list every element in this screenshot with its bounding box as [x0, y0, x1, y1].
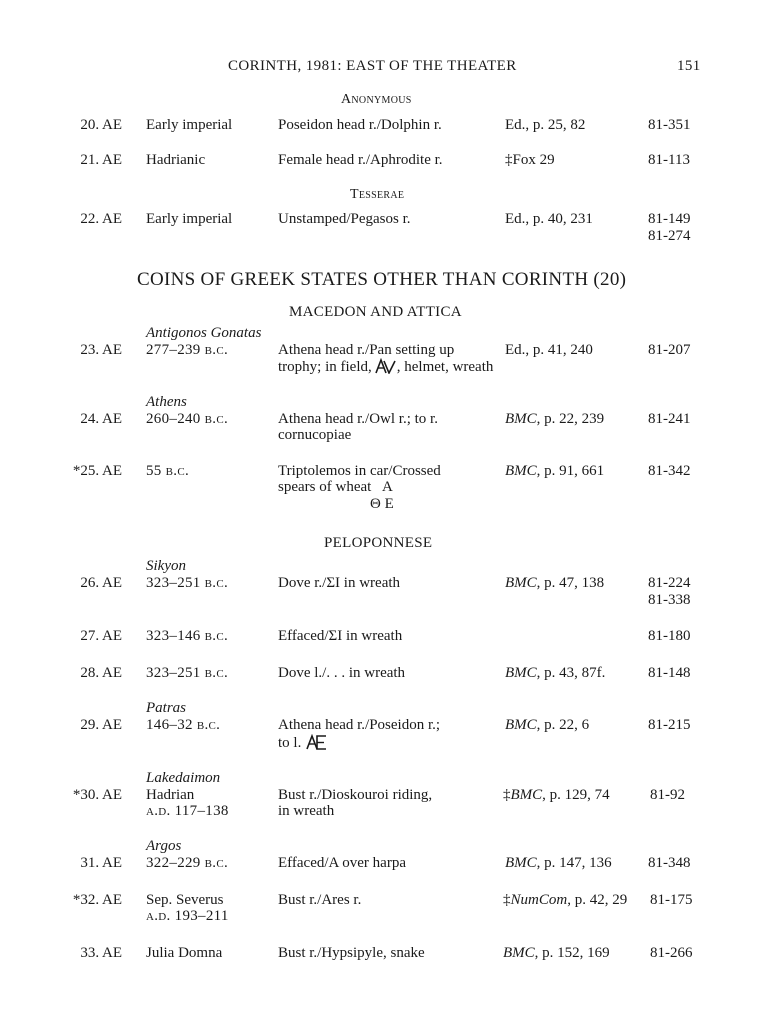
- entry-description: Effaced/ΣI in wreath: [278, 628, 403, 644]
- entry-date: Sep. Severus: [146, 892, 224, 908]
- section-title: COINS OF GREEK STATES OTHER THAN CORINTH (20): [137, 269, 627, 290]
- entry-reference: BMC, p. 147, 136: [505, 855, 612, 871]
- entry-description-line2: in wreath: [278, 803, 335, 819]
- entry-date: Julia Domna: [146, 945, 223, 961]
- entry-number: 23. AE: [80, 342, 122, 358]
- entry-description: Female head r./Aphrodite r.: [278, 152, 443, 168]
- entry-description-line2: cornucopiae: [278, 427, 352, 443]
- macedon-heading: MACEDON AND ATTICA: [289, 304, 462, 320]
- entry-reference: Ed., p. 40, 231: [505, 211, 593, 227]
- entry-reference: BMC, p. 91, 661: [505, 463, 605, 479]
- entry-date: 323–146 b.c.: [146, 628, 229, 644]
- entry-inventory: 81-149: [648, 211, 691, 227]
- entry-inventory: 81-348: [648, 855, 691, 871]
- entry-date: 323–251 b.c.: [146, 665, 229, 681]
- entry-number: 33. AE: [80, 945, 122, 961]
- entry-inventory: 81-342: [648, 463, 691, 479]
- entry-date: Early imperial: [146, 211, 233, 227]
- entry-description-line2: to l.: [278, 734, 328, 751]
- entry-date: 322–229 b.c.: [146, 855, 229, 871]
- entry-reference: BMC, p. 22, 239: [505, 411, 605, 427]
- entry-number: 20. AE: [80, 117, 122, 133]
- entry-number: *25. AE: [72, 463, 122, 479]
- mint-name: Sikyon: [146, 558, 186, 574]
- entry-description-line2: trophy; in field, , helmet, wreath: [278, 359, 494, 375]
- entry-number: 21. AE: [80, 152, 122, 168]
- entry-number: 26. AE: [80, 575, 122, 591]
- entry-number: 28. AE: [80, 665, 122, 681]
- entry-reference: BMC, p. 47, 138: [505, 575, 605, 591]
- mint-name: Patras: [146, 700, 187, 716]
- entry-description: Unstamped/Pegasos r.: [278, 211, 411, 227]
- entry-inventory: 81-266: [650, 945, 693, 961]
- entry-inventory: 81-175: [650, 892, 693, 908]
- entry-number: 29. AE: [80, 717, 122, 733]
- entry-inventory: 81-351: [648, 117, 691, 133]
- running-head: CORINTH, 1981: EAST OF THE THEATER: [228, 58, 517, 74]
- entry-reference: BMC, p. 43, 87f.: [505, 665, 606, 681]
- entry-inventory: 81-215: [648, 717, 691, 733]
- entry-date-line2: a.d. 117–138: [146, 803, 229, 819]
- entry-number: *30. AE: [72, 787, 122, 803]
- entry-description-line2: spears of wheat: [278, 479, 372, 495]
- tesserae-heading: Tesserae: [350, 187, 405, 202]
- entry-date: 323–251 b.c.: [146, 575, 229, 591]
- entry-reference: Ed., p. 25, 82: [505, 117, 586, 133]
- coin-letters-theta-e: Θ E: [370, 496, 394, 512]
- entry-date: 55 b.c.: [146, 463, 190, 479]
- monogram-av-icon: [375, 358, 397, 374]
- entry-date: Hadrianic: [146, 152, 206, 168]
- entry-reference: BMC, p. 152, 169: [503, 945, 610, 961]
- page-number: 151: [677, 58, 701, 74]
- entry-number: 24. AE: [80, 411, 122, 427]
- monogram-ae-icon: [306, 734, 328, 750]
- entry-inventory: 81-241: [648, 411, 691, 427]
- entry-inventory: 81-207: [648, 342, 691, 358]
- entry-description: Triptolemos in car/Crossed: [278, 463, 441, 479]
- entry-description: Athena head r./Pan setting up: [278, 342, 455, 358]
- entry-inventory: 81-274: [648, 228, 691, 244]
- coin-letter-a: A: [382, 479, 393, 495]
- entry-number: 27. AE: [80, 628, 122, 644]
- entry-number: *32. AE: [72, 892, 122, 908]
- entry-inventory: 81-180: [648, 628, 691, 644]
- entry-description: Dove l./. . . in wreath: [278, 665, 406, 681]
- entry-date: 277–239 b.c.: [146, 342, 229, 358]
- entry-description: Bust r./Dioskouroi riding,: [278, 787, 433, 803]
- entry-inventory: 81-92: [650, 787, 685, 803]
- entry-number: 31. AE: [80, 855, 122, 871]
- mint-name: Athens: [146, 394, 187, 410]
- entry-date: 146–32 b.c.: [146, 717, 221, 733]
- entry-inventory: 81-224: [648, 575, 691, 591]
- entry-reference: BMC, p. 22, 6: [505, 717, 590, 733]
- entry-reference: ‡NumCom, p. 42, 29: [503, 892, 628, 908]
- entry-date-line2: a.d. 193–211: [146, 908, 229, 924]
- entry-date: Hadrian: [146, 787, 195, 803]
- peloponnese-heading: PELOPONNESE: [324, 535, 433, 551]
- entry-description: Bust r./Hypsipyle, snake: [278, 945, 425, 961]
- entry-inventory: 81-338: [648, 592, 691, 608]
- entry-date: Early imperial: [146, 117, 233, 133]
- entry-description: Athena head r./Poseidon r.;: [278, 717, 441, 733]
- entry-description: Bust r./Ares r.: [278, 892, 362, 908]
- entry-inventory: 81-148: [648, 665, 691, 681]
- entry-description: Poseidon head r./Dolphin r.: [278, 117, 442, 133]
- entry-number: 22. AE: [80, 211, 122, 227]
- entry-date: 260–240 b.c.: [146, 411, 229, 427]
- entry-description: Effaced/A over harpa: [278, 855, 406, 871]
- entry-reference: ‡BMC, p. 129, 74: [503, 787, 610, 803]
- entry-description: Athena head r./Owl r.; to r.: [278, 411, 438, 427]
- entry-inventory: 81-113: [648, 152, 690, 168]
- entry-description: Dove r./ΣI in wreath: [278, 575, 401, 591]
- mint-name: Lakedaimon: [146, 770, 221, 786]
- entry-reference: Ed., p. 41, 240: [505, 342, 593, 358]
- mint-name: Antigonos Gonatas: [146, 325, 262, 341]
- mint-name: Argos: [146, 838, 182, 854]
- entry-reference: ‡Fox 29: [505, 152, 555, 168]
- anonymous-heading: Anonymous: [341, 92, 412, 107]
